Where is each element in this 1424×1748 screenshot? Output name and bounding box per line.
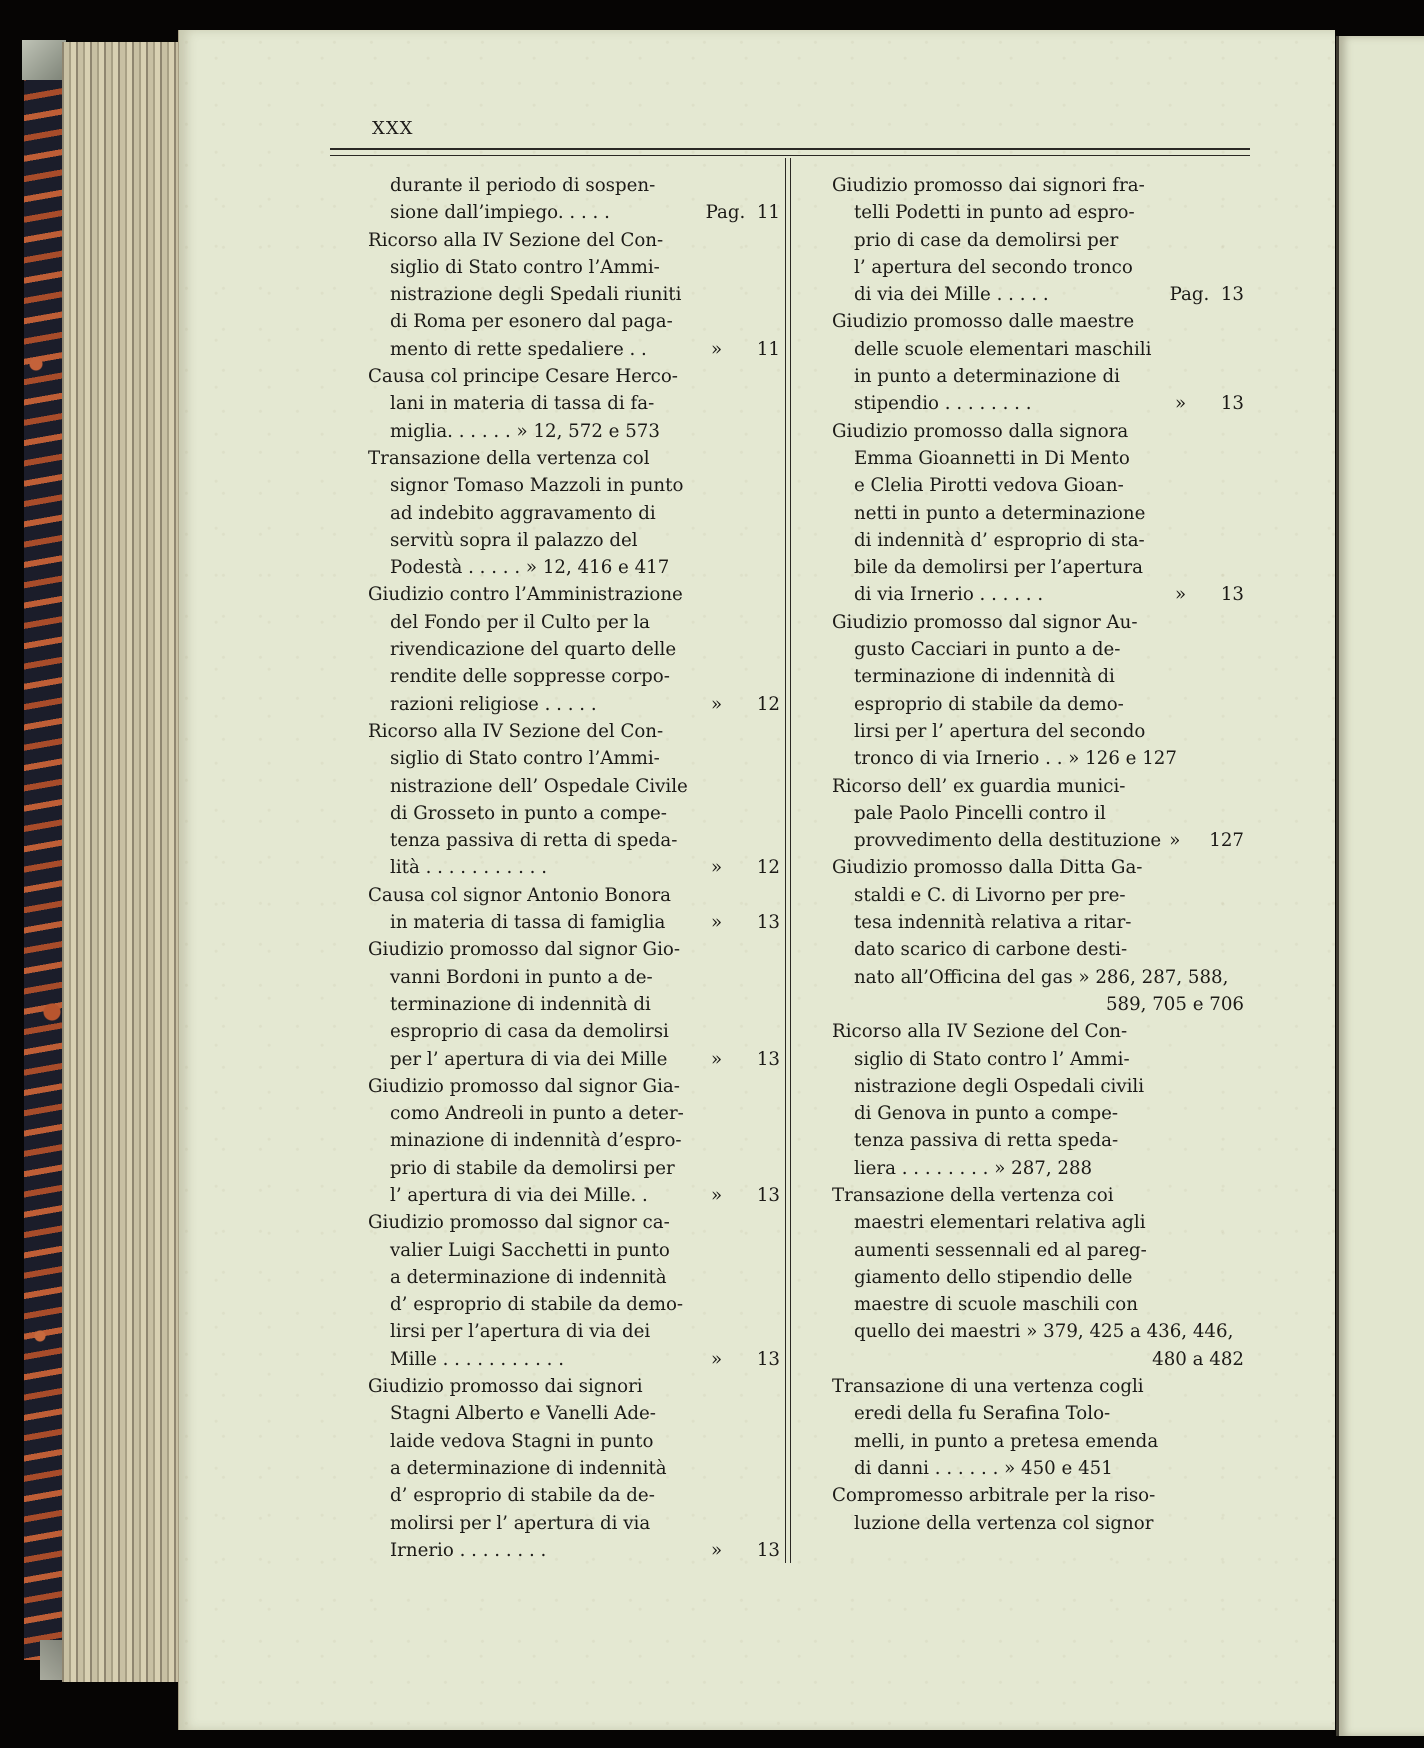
- index-line: [832, 1455, 1244, 1482]
- entry-text: eredi della fu Serafina Tolo-: [854, 1403, 1111, 1425]
- index-line: [368, 964, 780, 991]
- entry-text: Ricorso alla IV Sezione del Con-: [368, 720, 664, 742]
- index-entry: [368, 581, 780, 717]
- entry-text: laide vedova Stagni in punto: [390, 1430, 654, 1452]
- index-line: [832, 1264, 1244, 1291]
- index-line: [832, 390, 1244, 417]
- index-line: [832, 472, 1244, 499]
- entry-text: a determinazione di indennità: [390, 1266, 667, 1288]
- entry-text: Irnerio . . . . . . . .: [390, 1539, 547, 1561]
- index-line: [368, 773, 780, 800]
- index-line: [832, 554, 1244, 581]
- entry-text: mento di rette spedaliere . .: [390, 338, 647, 360]
- entry-text: Ricorso dell’ ex guardia munici-: [832, 775, 1126, 797]
- entry-text: in punto a determinazione di: [854, 366, 1120, 388]
- index-line: [368, 854, 780, 881]
- index-line: [368, 691, 780, 718]
- entry-text: esproprio di stabile da demo-: [854, 693, 1124, 715]
- entry-text: Ricorso alla IV Sezione del Con-: [368, 229, 664, 251]
- entry-text: ad indebito aggravamento di: [390, 502, 656, 524]
- index-line: [368, 1510, 780, 1537]
- entry-text: lirsi per l’apertura di via dei: [390, 1321, 651, 1343]
- index-line: [368, 1182, 780, 1209]
- page-reference: 589, 705 e 706: [1105, 993, 1244, 1015]
- index-line: [368, 1428, 780, 1455]
- index-line: [368, 1373, 780, 1400]
- page-reference: » 13: [711, 1184, 780, 1206]
- index-line: [832, 1400, 1244, 1427]
- page-reference: 480 a 482: [1152, 1348, 1244, 1370]
- index-entry: [368, 718, 780, 882]
- entry-text: di danni . . . . . . » 450 e 451: [854, 1457, 1113, 1479]
- index-line: [368, 363, 780, 390]
- entry-text: Giudizio contro l’Amministrazione: [368, 584, 683, 606]
- index-line: [832, 1073, 1244, 1100]
- entry-text: e Clelia Pirotti vedova Gioan-: [854, 475, 1124, 497]
- entry-text: maestri elementari relativa agli: [854, 1212, 1146, 1234]
- index-entry: [368, 227, 780, 363]
- entry-text: Giudizio promosso dal signor Au-: [832, 611, 1138, 633]
- entry-text: provvedimento della destituzione: [854, 830, 1162, 852]
- index-entry: [832, 1373, 1244, 1482]
- page-reference: » 12: [711, 857, 780, 879]
- index-line: [368, 308, 780, 335]
- index-line: [368, 1318, 780, 1345]
- index-entry: [368, 172, 780, 227]
- index-line: [368, 1209, 780, 1236]
- index-line: [368, 1237, 780, 1264]
- index-line: [368, 527, 780, 554]
- index-line: [368, 554, 780, 581]
- index-line: [368, 827, 780, 854]
- entry-text: razioni religiose . . . . .: [390, 693, 597, 715]
- index-entry: [832, 308, 1244, 417]
- index-entry: [832, 773, 1244, 855]
- entry-text: luzione della vertenza col signor: [854, 1512, 1154, 1534]
- column-divider: [785, 158, 791, 1563]
- index-line: [368, 254, 780, 281]
- index-entry: [832, 1182, 1244, 1373]
- page-reference: » 13: [711, 912, 780, 934]
- index-entry: [368, 1209, 780, 1373]
- entry-text: lani in materia di tassa di fa-: [390, 393, 655, 415]
- index-line: [832, 1182, 1244, 1209]
- entry-text: d’ esproprio di stabile da demo-: [390, 1294, 684, 1316]
- entry-text: nistrazione dell’ Ospedale Civile: [390, 775, 688, 797]
- entry-text: di Genova in punto a compe-: [854, 1103, 1119, 1125]
- index-entry: [368, 445, 780, 581]
- index-line: [832, 199, 1244, 226]
- entry-text: Compromesso arbitrale per la riso-: [832, 1485, 1156, 1507]
- index-line: [368, 663, 780, 690]
- index-line: [832, 936, 1244, 963]
- entry-text: Stagni Alberto e Vanelli Ade-: [390, 1403, 656, 1425]
- index-line: [832, 691, 1244, 718]
- entry-text: siglio di Stato contro l’Ammi-: [390, 748, 660, 770]
- index-line: [368, 1400, 780, 1427]
- entry-text: gusto Cacciari in punto a de-: [854, 639, 1121, 661]
- index-line: [832, 827, 1244, 854]
- index-line: [832, 773, 1244, 800]
- index-line: [832, 1346, 1244, 1373]
- index-line: [368, 936, 780, 963]
- entry-text: molirsi per l’ apertura di via: [390, 1512, 651, 1534]
- index-line: [832, 581, 1244, 608]
- entry-text: pale Paolo Pincelli contro il: [854, 802, 1106, 824]
- entry-text: lità . . . . . . . . . . .: [390, 857, 547, 879]
- entry-text: del Fondo per il Culto per la: [390, 611, 650, 633]
- index-entry: [368, 363, 780, 445]
- index-line: [832, 854, 1244, 881]
- index-line: [832, 882, 1244, 909]
- index-line: [832, 527, 1244, 554]
- entry-text: Mille . . . . . . . . . . .: [390, 1348, 565, 1370]
- entry-text: Giudizio promosso dai signori fra-: [832, 175, 1145, 196]
- page-reference: Pag. 11: [705, 202, 780, 224]
- entry-text: Podestà . . . . . » 12, 416 e 417: [390, 557, 670, 579]
- index-line: [368, 1291, 780, 1318]
- entry-text: in materia di tassa di famiglia: [390, 912, 666, 934]
- index-line: [832, 609, 1244, 636]
- entry-text: l’ apertura di via dei Mille. .: [390, 1184, 648, 1206]
- index-line: [832, 445, 1244, 472]
- index-line: [368, 445, 780, 472]
- entry-text: a determinazione di indennità: [390, 1457, 667, 1479]
- index-entry: [368, 936, 780, 1072]
- entry-text: rivendicazione del quarto delle: [390, 639, 677, 661]
- index-line: [368, 172, 780, 199]
- entry-text: Transazione della vertenza col: [368, 447, 650, 469]
- entry-text: siglio di Stato contro l’Ammi-: [390, 256, 660, 278]
- entry-text: aumenti sessennali ed al pareg-: [854, 1239, 1147, 1261]
- entry-text: liera . . . . . . . . » 287, 288: [854, 1157, 1093, 1179]
- index-line: [368, 609, 780, 636]
- entry-text: prio di stabile da demolirsi per: [390, 1157, 675, 1179]
- entry-text: esproprio di casa da demolirsi: [390, 1021, 669, 1043]
- index-entry: [368, 1373, 780, 1564]
- entry-text: giamento dello stipendio delle: [854, 1266, 1133, 1288]
- entry-text: di indennità d’ esproprio di sta-: [854, 529, 1145, 551]
- index-line: [368, 1264, 780, 1291]
- entry-text: miglia. . . . . . » 12, 572 e 573: [390, 420, 660, 442]
- entry-text: rendite delle soppresse corpo-: [390, 666, 670, 688]
- cover-corner-top: [22, 40, 66, 80]
- entry-text: di via Irnerio . . . . . .: [854, 584, 1044, 606]
- entry-text: melli, in punto a pretesa emenda: [854, 1430, 1159, 1452]
- left-index-column: [368, 172, 780, 1564]
- index-line: [368, 1073, 780, 1100]
- index-line: [832, 663, 1244, 690]
- index-line: [832, 991, 1244, 1018]
- entry-text: di Grosseto in punto a compe-: [390, 802, 667, 824]
- index-line: [832, 500, 1244, 527]
- index-entry: [368, 1073, 780, 1209]
- entry-text: Emma Gioannetti in Di Mento: [854, 447, 1130, 469]
- entry-text: netti in punto a determinazione: [854, 502, 1146, 524]
- entry-text: Giudizio promosso dai signori: [368, 1376, 643, 1398]
- index-line: [368, 745, 780, 772]
- index-line: [832, 909, 1244, 936]
- index-line: [832, 1291, 1244, 1318]
- header-double-rule: [330, 148, 1250, 156]
- entry-text: tenza passiva di retta di speda-: [390, 830, 678, 852]
- index-entry: [832, 1482, 1244, 1537]
- index-line: [832, 418, 1244, 445]
- entry-text: terminazione di indennità di: [390, 993, 651, 1015]
- index-entry: [832, 609, 1244, 773]
- entry-text: di Roma per esonero dal paga-: [390, 311, 673, 333]
- entry-text: Transazione di una vertenza cogli: [832, 1376, 1144, 1398]
- facing-page-edge: [1336, 36, 1424, 1736]
- index-entry: [368, 882, 780, 937]
- entry-text: terminazione di indennità di: [854, 666, 1115, 688]
- index-line: [368, 336, 780, 363]
- entry-text: di via dei Mille . . . . .: [854, 284, 1049, 306]
- entry-text: tronco di via Irnerio . . » 126 e 127: [854, 748, 1177, 770]
- entry-text: tenza passiva di retta speda-: [854, 1130, 1119, 1152]
- entry-text: telli Podetti in punto ad espro-: [854, 202, 1135, 224]
- entry-text: valier Luigi Sacchetti in punto: [390, 1239, 670, 1261]
- index-line: [832, 1018, 1244, 1045]
- page-reference: » 13: [711, 1048, 780, 1070]
- entry-text: d’ esproprio di stabile da de-: [390, 1485, 655, 1507]
- entry-text: minazione di indennità d’espro-: [390, 1130, 682, 1152]
- index-line: [832, 1482, 1244, 1509]
- index-line: [368, 581, 780, 608]
- index-line: [832, 1209, 1244, 1236]
- index-line: [368, 1455, 780, 1482]
- entry-text: lirsi per l’ apertura del secondo: [854, 720, 1146, 742]
- index-line: [368, 909, 780, 936]
- page-reference: » 13: [711, 1348, 780, 1370]
- entry-text: dato scarico di carbone desti-: [854, 939, 1128, 961]
- index-line: [832, 281, 1244, 308]
- page-reference: » 13: [1175, 584, 1244, 606]
- entry-text: [832, 991, 854, 1018]
- entry-text: quello dei maestri » 379, 425 a 436, 446,: [854, 1321, 1234, 1343]
- index-line: [832, 745, 1244, 772]
- entry-text: Causa col signor Antonio Bonora: [368, 884, 671, 906]
- index-line: [832, 1373, 1244, 1400]
- entry-text: Giudizio promosso dalla signora: [832, 420, 1129, 442]
- index-line: [368, 472, 780, 499]
- index-line: [368, 227, 780, 254]
- entry-text: bile da demolirsi per l’apertura: [854, 557, 1143, 579]
- entry-text: Causa col principe Cesare Herco-: [368, 366, 678, 388]
- book-cover-spine: [24, 40, 64, 1660]
- index-entry: [832, 172, 1244, 308]
- index-line: [368, 1018, 780, 1045]
- index-line: [832, 308, 1244, 335]
- index-line: [368, 281, 780, 308]
- entry-text: como Andreoli in punto a deter-: [390, 1103, 684, 1125]
- index-line: [368, 1100, 780, 1127]
- entry-text: tesa indennità relativa a ritar-: [854, 912, 1132, 934]
- page-reference: » 11: [711, 338, 780, 360]
- entry-text: staldi e C. di Livorno per pre-: [854, 884, 1126, 906]
- index-line: [832, 1127, 1244, 1154]
- index-line: [368, 390, 780, 417]
- index-entry: [832, 418, 1244, 609]
- entry-text: vanni Bordoni in punto a de-: [390, 966, 653, 988]
- entry-text: siglio di Stato contro l’ Ammi-: [854, 1048, 1130, 1070]
- index-line: [368, 199, 780, 226]
- index-line: [832, 718, 1244, 745]
- index-line: [832, 336, 1244, 363]
- index-line: [368, 1537, 780, 1564]
- index-line: [368, 636, 780, 663]
- index-line: [832, 1100, 1244, 1127]
- entry-text: nato all’Officina del gas » 286, 287, 588,: [854, 966, 1229, 988]
- entry-text: Transazione della vertenza coi: [832, 1184, 1114, 1206]
- index-line: [832, 1237, 1244, 1264]
- index-line: [368, 1155, 780, 1182]
- entry-text: Ricorso alla IV Sezione del Con-: [832, 1021, 1128, 1043]
- index-entry: [832, 1018, 1244, 1182]
- index-line: [832, 1510, 1244, 1537]
- entry-text: per l’ apertura di via dei Mille: [390, 1048, 668, 1070]
- page-edges: [62, 42, 182, 1682]
- index-line: [368, 418, 780, 445]
- entry-text: Giudizio promosso dalle maestre: [832, 311, 1135, 333]
- page-reference: » 13: [1175, 393, 1244, 415]
- entry-text: delle scuole elementari maschili: [854, 338, 1152, 360]
- entry-text: nistrazione degli Spedali riuniti: [390, 284, 682, 306]
- index-line: [832, 636, 1244, 663]
- entry-text: maestre di scuole maschili con: [854, 1294, 1138, 1316]
- index-line: [832, 172, 1244, 199]
- index-line: [832, 254, 1244, 281]
- page-reference: » 12: [711, 693, 780, 715]
- entry-text: Giudizio promosso dal signor ca-: [368, 1212, 670, 1234]
- page-reference: » 127: [1169, 830, 1244, 852]
- right-index-column: [832, 172, 1244, 1537]
- index-line: [832, 1318, 1244, 1345]
- entry-text: Giudizio promosso dalla Ditta Ga-: [832, 857, 1143, 879]
- index-line: [832, 363, 1244, 390]
- page-number: XXX: [372, 118, 414, 139]
- index-line: [368, 1127, 780, 1154]
- index-line: [832, 800, 1244, 827]
- entry-text: [832, 1346, 854, 1373]
- index-line: [368, 1046, 780, 1073]
- entry-text: nistrazione degli Ospedali civili: [854, 1075, 1145, 1097]
- entry-text: durante il periodo di sospen-: [390, 175, 656, 196]
- index-line: [832, 1428, 1244, 1455]
- index-line: [832, 1046, 1244, 1073]
- index-line: [368, 991, 780, 1018]
- index-line: [832, 1155, 1244, 1182]
- page-reference: » 13: [711, 1539, 780, 1561]
- index-line: [368, 800, 780, 827]
- index-line: [832, 964, 1244, 991]
- index-line: [368, 1346, 780, 1373]
- index-line: [368, 1482, 780, 1509]
- entry-text: signor Tomaso Mazzoli in punto: [390, 475, 684, 497]
- entry-text: sione dall’impiego. . . . .: [390, 202, 610, 224]
- entry-text: stipendio . . . . . . . .: [854, 393, 1032, 415]
- entry-text: Giudizio promosso dal signor Gia-: [368, 1075, 680, 1097]
- index-line: [368, 500, 780, 527]
- index-line: [368, 718, 780, 745]
- index-line: [832, 227, 1244, 254]
- page-reference: Pag. 13: [1169, 284, 1244, 306]
- index-entry: [832, 854, 1244, 1018]
- entry-text: prio di case da demolirsi per: [854, 229, 1119, 251]
- index-line: [368, 882, 780, 909]
- entry-text: Giudizio promosso dal signor Gio-: [368, 939, 680, 961]
- entry-text: l’ apertura del secondo tronco: [854, 256, 1133, 278]
- entry-text: servitù sopra il palazzo del: [390, 529, 638, 551]
